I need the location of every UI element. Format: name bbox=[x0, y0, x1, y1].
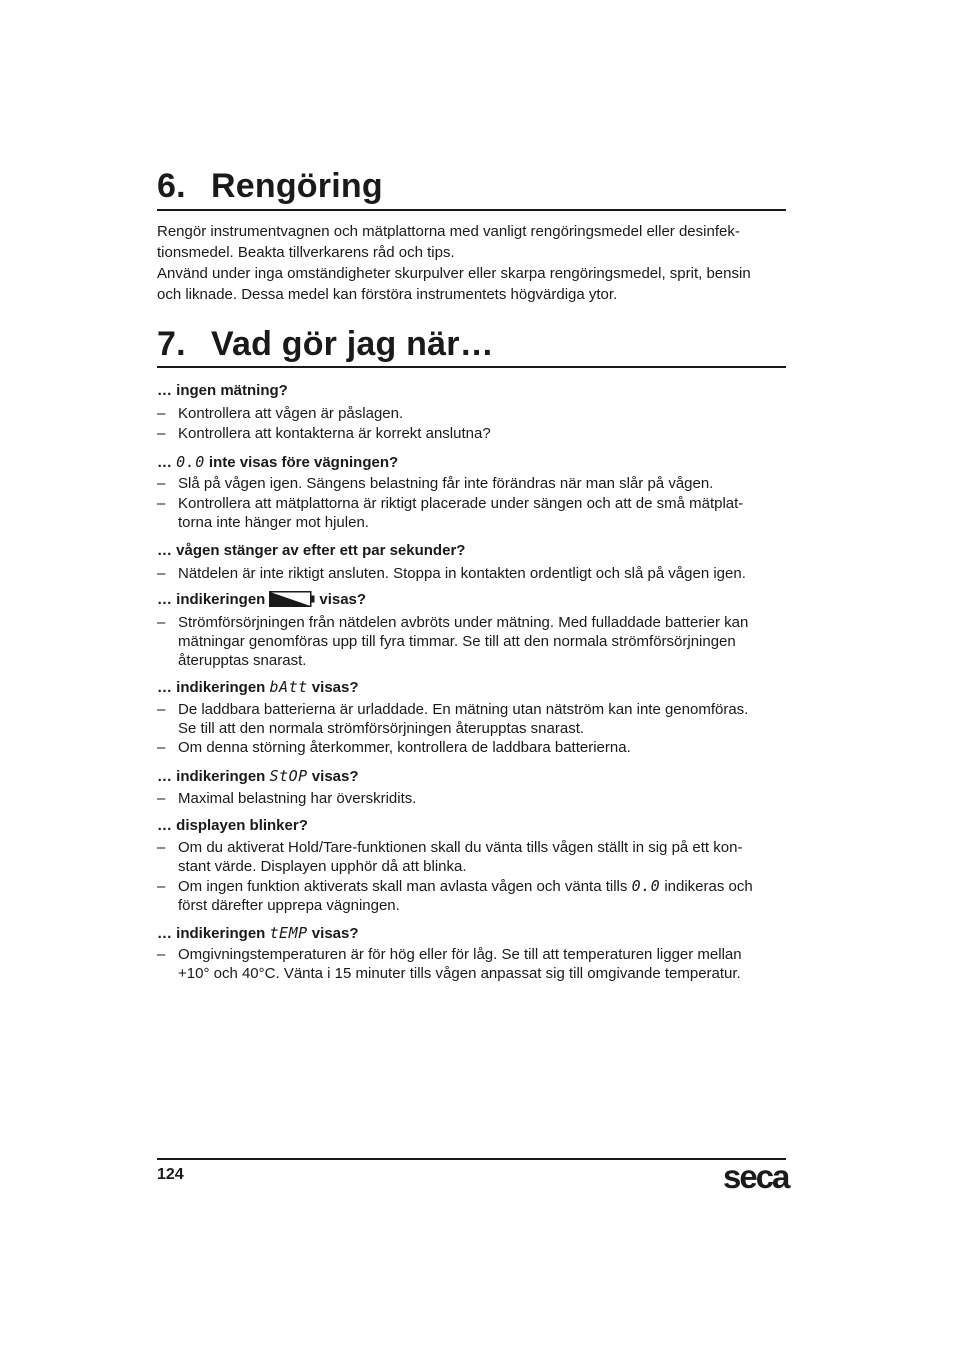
heading-rule bbox=[157, 366, 786, 368]
text-line: först därefter upprepa vägningen. bbox=[178, 897, 400, 914]
answer-text: Om denna störning återkommer, kontrollera de laddbara batterierna. bbox=[178, 739, 631, 756]
display-symbol: 0.0 bbox=[631, 877, 661, 895]
question-text: … indikeringen bbox=[157, 925, 270, 942]
faq-answer bbox=[157, 945, 786, 983]
dash: – bbox=[157, 739, 166, 756]
dash: – bbox=[157, 946, 166, 963]
faq-question bbox=[157, 923, 359, 944]
answer-text bbox=[178, 945, 786, 983]
dash: – bbox=[157, 425, 166, 442]
answer-text bbox=[178, 838, 786, 876]
dash: – bbox=[157, 701, 166, 718]
footer-rule bbox=[157, 1158, 786, 1160]
question-text: visas? bbox=[319, 591, 367, 608]
dash: – bbox=[157, 790, 166, 807]
faq-question bbox=[157, 677, 359, 698]
faq-question: … displayen blinker? bbox=[157, 817, 308, 834]
text-line: Se till att den normala strömförsörjningen återupptas snarast. bbox=[178, 720, 585, 737]
text-line: tionsmedel. Beakta tillverkarens råd och tips. bbox=[157, 243, 455, 261]
text-line bbox=[178, 877, 786, 896]
faq-answer bbox=[157, 877, 786, 915]
dash: – bbox=[157, 614, 166, 631]
page-number: 124 bbox=[157, 1166, 184, 1183]
text-line: Kontrollera att mätplattorna är riktigt placerade under sängen och att de små mätplat- bbox=[178, 495, 744, 512]
question-text: visas? bbox=[307, 925, 359, 942]
question-text: visas? bbox=[307, 768, 359, 785]
question-text: visas? bbox=[307, 679, 359, 696]
faq-question bbox=[157, 452, 398, 473]
answer-text bbox=[178, 613, 786, 670]
faq-answer bbox=[157, 838, 786, 876]
paragraph-cleaning-1 bbox=[157, 222, 786, 263]
text-part: Om ingen funktion aktiverats skall man avlasta vågen och vänta tills bbox=[178, 878, 632, 895]
section-title: Vad gör jag när… bbox=[211, 325, 494, 363]
faq-answer bbox=[157, 613, 786, 670]
section-7-heading bbox=[157, 324, 494, 364]
text-line: stant värde. Displayen upphör då att blinka. bbox=[178, 858, 467, 875]
faq-question bbox=[157, 590, 366, 610]
dash: – bbox=[157, 839, 166, 856]
faq-question bbox=[157, 766, 359, 787]
battery-low-icon bbox=[269, 591, 315, 607]
answer-text: Nätdelen är inte riktigt ansluten. Stoppa in kontakten ordentligt och slå på vågen igen. bbox=[178, 565, 746, 582]
text-line: och liknade. Dessa medel kan förstöra instrumentets högvärdiga ytor. bbox=[157, 285, 618, 303]
answer-text bbox=[178, 877, 786, 915]
dash: – bbox=[157, 565, 166, 582]
question-text: … indikeringen bbox=[157, 591, 266, 608]
paragraph-cleaning-2 bbox=[157, 264, 786, 305]
answer-text: Maximal belastning har överskridits. bbox=[178, 790, 417, 807]
display-symbol: bAtt bbox=[269, 678, 308, 696]
text-line: återupptas snarast. bbox=[178, 652, 307, 669]
display-symbol: 0.0 bbox=[176, 453, 205, 471]
faq-answer bbox=[157, 738, 786, 757]
faq-answer bbox=[157, 564, 786, 583]
heading-rule bbox=[157, 209, 786, 211]
faq-answer bbox=[157, 474, 786, 493]
answer-text: Slå på vågen igen. Sängens belastning får inte förändras när man slår på vågen. bbox=[178, 475, 714, 492]
faq-answer bbox=[157, 424, 786, 443]
section-6-heading bbox=[157, 166, 383, 206]
text-line: mätningar genomföras upp till fyra timmar. Se till att den normala strömförsörjningen bbox=[178, 633, 736, 650]
faq-question: … vågen stänger av efter ett par sekunder? bbox=[157, 542, 466, 559]
display-symbol: tEMP bbox=[269, 924, 308, 942]
text-line: +10° och 40°C. Vänta i 15 minuter tills vågen anpassat sig till omgivande temperatur. bbox=[178, 965, 741, 982]
text-line: torna inte hänger mot hjulen. bbox=[178, 514, 369, 531]
text-line: Använd under inga omständigheter skurpulver eller skarpa rengöringsmedel, sprit, bensin bbox=[157, 265, 751, 282]
display-symbol: StOP bbox=[269, 767, 308, 785]
section-number: 6. bbox=[157, 167, 186, 205]
answer-text: Kontrollera att kontakterna är korrekt anslutna? bbox=[178, 425, 491, 442]
answer-text bbox=[178, 700, 786, 738]
text-line: De laddbara batterierna är urladdade. En mätning utan nätström kan inte genomföras. bbox=[178, 701, 749, 718]
question-text: … bbox=[157, 454, 177, 471]
text-part: indikeras och bbox=[660, 878, 753, 895]
faq-answer bbox=[157, 494, 786, 532]
question-text: … indikeringen bbox=[157, 679, 270, 696]
dash: – bbox=[157, 475, 166, 492]
text-line: Strömförsörjningen från nätdelen avbröts under mätning. Med fulladdade batterier kan bbox=[178, 614, 749, 631]
text-line: Omgivningstemperaturen är för hög eller för låg. Se till att temperaturen ligger mellan bbox=[178, 946, 742, 963]
section-title: Rengöring bbox=[211, 167, 383, 205]
faq-answer bbox=[157, 700, 786, 738]
question-text: … indikeringen bbox=[157, 768, 270, 785]
faq-question: … ingen mätning? bbox=[157, 382, 288, 399]
answer-text: Kontrollera att vågen är påslagen. bbox=[178, 405, 404, 422]
faq-answer bbox=[157, 404, 786, 423]
answer-text bbox=[178, 494, 786, 532]
faq-answer bbox=[157, 789, 786, 808]
seca-logo: seca bbox=[723, 1158, 789, 1195]
section-number: 7. bbox=[157, 325, 186, 363]
dash: – bbox=[157, 878, 166, 895]
dash: – bbox=[157, 495, 166, 512]
text-line: Om du aktiverat Hold/Tare-funktionen skall du vänta tills vågen ställt in sig på ett kon- bbox=[178, 839, 743, 856]
text-line: Rengör instrumentvagnen och mätplattorna med vanligt rengöringsmedel eller desinfek- bbox=[157, 223, 740, 240]
question-text: inte visas före vägningen? bbox=[204, 454, 399, 471]
dash: – bbox=[157, 405, 166, 422]
